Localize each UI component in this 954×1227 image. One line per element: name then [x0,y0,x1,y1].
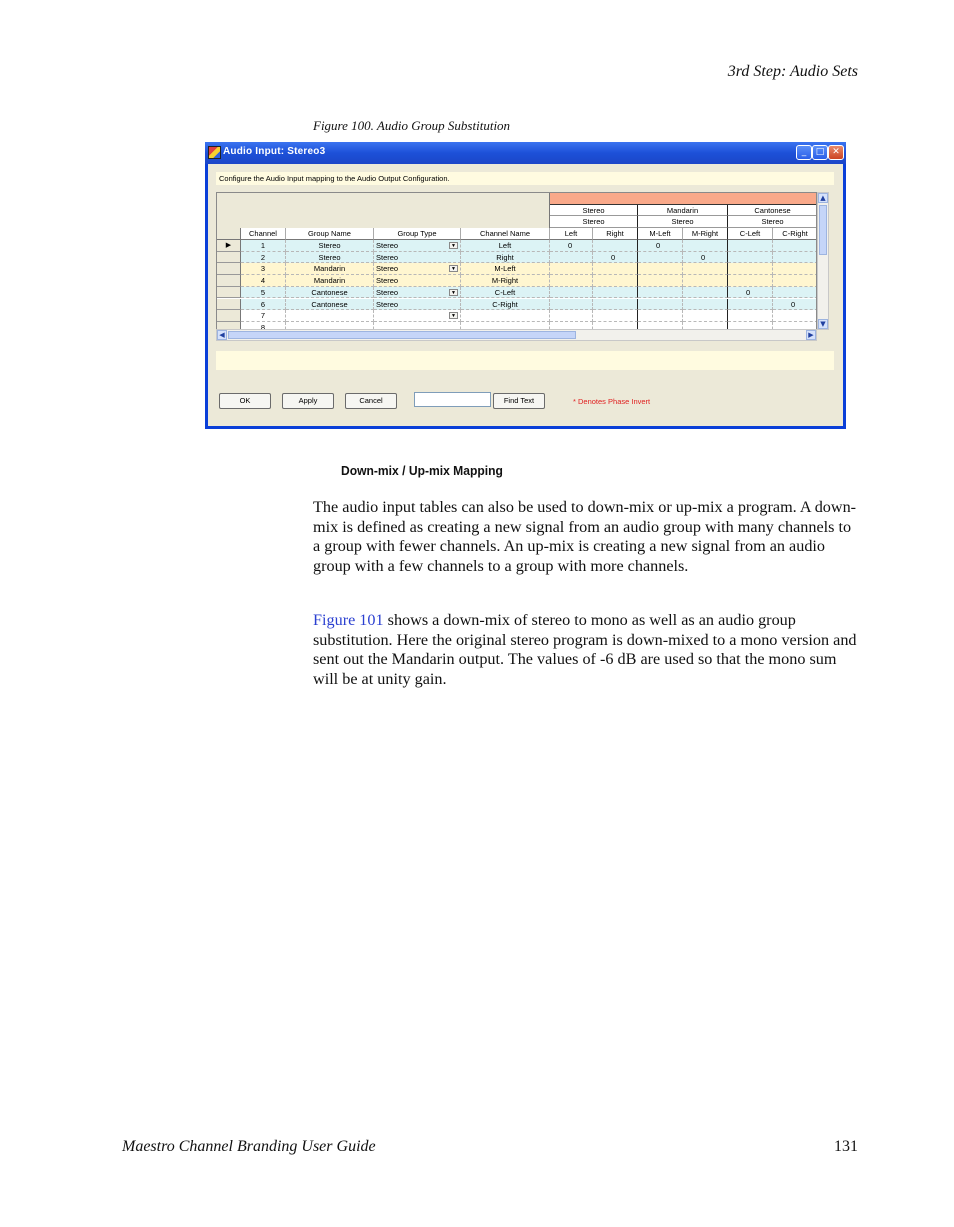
cell-channel[interactable]: 7 [241,310,286,322]
column-header: Group Name [286,228,374,240]
gain-cell[interactable] [773,310,817,322]
output-channel-header: C-Left [728,228,773,240]
gain-cell[interactable] [550,299,593,311]
cell-group-type[interactable] [374,310,461,322]
cell-group-name[interactable]: Stereo [286,240,374,252]
find-text-button[interactable]: Find Text [493,393,545,409]
row-header-blank [217,228,241,240]
column-header: Group Type [374,228,461,240]
horizontal-scroll-thumb[interactable] [228,331,576,339]
gain-cell[interactable]: 0 [550,240,593,252]
row-selector[interactable] [217,310,241,322]
phase-invert-note: * Denotes Phase Invert [573,397,651,406]
gain-cell[interactable]: 0 [593,252,638,264]
gain-cell[interactable] [638,252,683,264]
gain-cell[interactable] [683,263,728,275]
footer-title: Maestro Channel Branding User Guide [122,1138,376,1155]
output-channel-header: C-Right [773,228,817,240]
horizontal-scrollbar[interactable] [216,329,817,341]
gain-cell[interactable] [683,299,728,311]
window-title: Audio Input: Stereo3 [223,146,326,157]
cell-channel-name[interactable]: M-Right [461,275,550,287]
column-header: Channel Name [461,228,550,240]
gain-cell[interactable] [683,310,728,322]
scroll-right-icon[interactable]: ▶ [806,330,816,340]
gain-cell[interactable] [593,275,638,287]
app-icon [208,146,221,159]
output-group-type: Stereo [550,216,638,228]
gain-cell[interactable] [638,287,683,299]
cell-group-name[interactable] [286,310,374,322]
output-channel-header: Right [593,228,638,240]
output-header-band [550,193,817,205]
cell-group-name[interactable]: Mandarin [286,263,374,275]
dropdown-arrow-icon[interactable]: ▼ [449,312,458,319]
running-header: 3rd Step: Audio Sets [727,63,858,80]
apply-button[interactable]: Apply [282,393,334,409]
cell-channel[interactable]: 5 [241,287,286,299]
find-text-input[interactable] [414,392,491,407]
cell-channel-name[interactable]: M-Left [461,263,550,275]
window-client [208,164,843,426]
gain-cell[interactable] [550,252,593,264]
output-group-name: Cantonese [728,205,817,216]
cell-group-name[interactable]: Cantonese [286,299,374,311]
dropdown-arrow-icon[interactable]: ▼ [449,289,458,296]
minimize-icon[interactable]: _ [796,145,812,160]
row-selector[interactable] [217,299,241,311]
gain-cell[interactable] [550,310,593,322]
gain-cell[interactable] [550,287,593,299]
cell-group-type[interactable]: Stereo [374,299,461,311]
gain-cell[interactable] [773,263,817,275]
maximize-icon[interactable]: □ [812,145,828,160]
gain-cell[interactable] [593,287,638,299]
gain-cell[interactable] [550,275,593,287]
gain-cell[interactable]: 0 [638,240,683,252]
gain-cell[interactable] [638,299,683,311]
paragraph-downmix: The audio input tables can also be used to down-mix or up-mix a program. A down-mix is defined as creating a new signal from an audio group with many channels to a group with fewer channels. An up-mix is creating a new signal from an audio group with a few channels to a group with more channels. [313,498,857,576]
gain-cell[interactable] [550,263,593,275]
cell-channel-name[interactable]: C-Left [461,287,550,299]
cell-channel[interactable]: 8 [241,322,286,330]
output-channel-header: M-Left [638,228,683,240]
gain-cell[interactable] [773,252,817,264]
output-group-type: Stereo [728,216,817,228]
cell-group-name[interactable]: Cantonese [286,287,374,299]
cell-group-type[interactable]: Stereo [374,275,461,287]
gain-cell[interactable] [638,310,683,322]
paragraph-figure-ref-text: shows a down-mix of stereo to mono as well as an audio group substitution. Here the original stereo program is down-mixed to a mono version and sent out the Mandarin output. The values of -6 dB are used so that the mono sum will be at unity gain. [313,611,857,689]
status-bar [216,351,834,370]
cell-group-type[interactable]: Stereo ▼ [374,263,461,275]
cell-channel[interactable]: 6 [241,299,286,311]
row-selector[interactable] [217,263,241,275]
row-selector[interactable] [217,287,241,299]
cell-channel-name[interactable]: C-Right [461,299,550,311]
cell-channel[interactable]: 1 [241,240,286,252]
vertical-scroll-thumb[interactable] [819,205,827,255]
window-titlebar[interactable] [205,142,846,164]
gain-cell[interactable] [638,263,683,275]
gain-cell[interactable] [728,310,773,322]
row-selector[interactable]: ▶ [217,240,241,252]
gain-cell[interactable] [593,299,638,311]
gain-cell[interactable] [728,299,773,311]
scroll-down-icon[interactable]: ▼ [818,319,828,329]
cell-channel[interactable]: 3 [241,263,286,275]
gain-cell[interactable]: 0 [683,252,728,264]
gain-cell[interactable] [728,252,773,264]
gain-cell[interactable] [728,240,773,252]
gain-cell[interactable] [593,240,638,252]
gain-cell[interactable] [683,240,728,252]
cell-channel[interactable]: 2 [241,252,286,264]
figure-caption: Figure 100. Audio Group Substitution [313,118,511,133]
page-number: 131 [834,1138,858,1155]
cell-channel-name[interactable]: Right [461,252,550,264]
paragraph-figure-ref [313,611,858,690]
output-channel-header: Left [550,228,593,240]
gain-cell[interactable] [593,310,638,322]
figure-101-link[interactable]: Figure 101 [313,611,384,629]
output-channel-header: M-Right [683,228,728,240]
gain-cell[interactable] [728,275,773,287]
output-group-name: Mandarin [638,205,728,216]
cell-channel[interactable]: 4 [241,275,286,287]
ok-button[interactable]: OK [219,393,271,409]
dropdown-arrow-icon[interactable]: ▼ [449,242,458,249]
cell-group-type[interactable]: Stereo ▼ [374,240,461,252]
dropdown-arrow-icon[interactable]: ▼ [449,265,458,272]
cell-group-type[interactable]: Stereo [374,252,461,264]
cell-group-name[interactable]: Mandarin [286,275,374,287]
instruction-bar [216,172,834,185]
scroll-up-icon[interactable]: ▲ [818,193,828,203]
close-icon[interactable]: ✕ [828,145,844,160]
audio-mapping-grid[interactable] [216,192,817,330]
section-heading: Down-mix / Up-mix Mapping [341,463,503,478]
column-header: Channel [241,228,286,240]
row-selector[interactable] [217,275,241,287]
cell-group-name[interactable]: Stereo [286,252,374,264]
output-group-type: Stereo [638,216,728,228]
gain-cell[interactable] [773,240,817,252]
cell-channel-name[interactable]: Left [461,240,550,252]
gain-cell[interactable] [773,275,817,287]
row-selector[interactable] [217,252,241,264]
instruction-text: Configure the Audio Input mapping to the Audio Output Configuration. [219,174,450,183]
output-group-name: Stereo [550,205,638,216]
gain-cell[interactable] [683,287,728,299]
gain-cell[interactable] [683,275,728,287]
audio-input-window [205,142,846,429]
cell-group-type[interactable]: Stereo ▼ [374,287,461,299]
cell-channel-name[interactable] [461,310,550,322]
vertical-scrollbar[interactable] [817,192,829,330]
gain-cell[interactable] [638,275,683,287]
scroll-left-icon[interactable]: ◀ [217,330,227,340]
gain-cell[interactable] [593,263,638,275]
cancel-button[interactable]: Cancel [345,393,397,409]
gain-cell[interactable] [728,263,773,275]
gain-cell[interactable]: 0 [728,287,773,299]
gain-cell[interactable]: 0 [773,299,817,311]
gain-cell[interactable] [773,287,817,299]
